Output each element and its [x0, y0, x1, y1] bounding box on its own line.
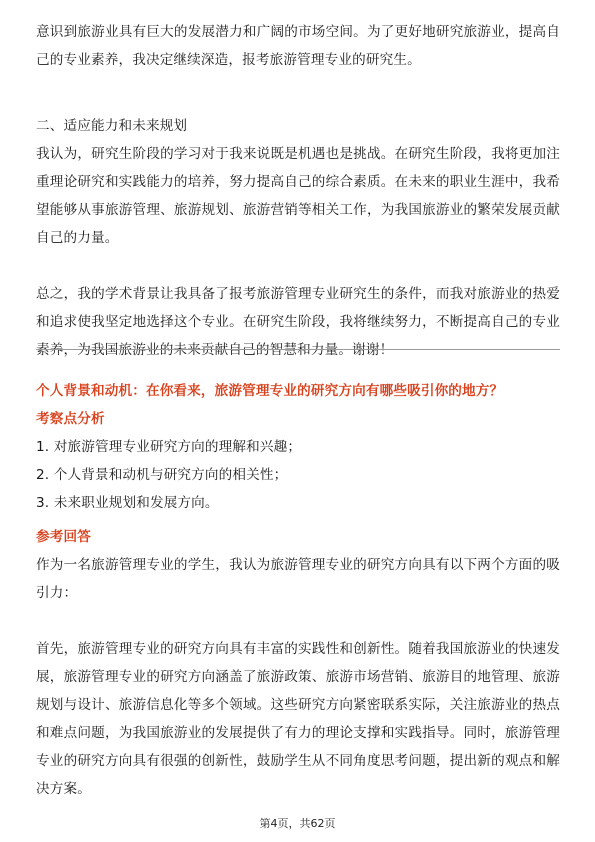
analysis-point-2: 2. 个人背景和动机与研究方向的相关性；	[36, 467, 288, 483]
section-divider	[36, 349, 560, 350]
question-title: 个人背景和动机：在你看来，旅游管理专业的研究方向有哪些吸引你的地方？	[36, 383, 504, 399]
section-heading-plan: 二、适应能力和未来规划	[36, 118, 188, 134]
answer-label: 参考回答	[36, 529, 91, 545]
document-page	[36, 0, 560, 803]
analysis-point-1: 1. 对旅游管理专业研究方向的理解和兴趣；	[36, 439, 302, 455]
plan-paragraph: 我认为，研究生阶段的学习对于我来说既是机遇也是挑战。在研究生阶段，我将更加注重理论研究和实践能力的培养，努力提高自己的综合素质。在未来的职业生涯中，我希望能够从事旅游管理、旅游规划、旅游营销等相关工作，为我国旅游业的繁荣发展贡献自己的力量。	[36, 146, 560, 246]
answer-intro-paragraph: 作为一名旅游管理专业的学生，我认为旅游管理专业的研究方向具有以下两个方面的吸引力：	[36, 557, 560, 601]
page-number: 第4页，共62页	[259, 817, 336, 830]
analysis-label: 考察点分析	[36, 411, 105, 427]
summary-paragraph: 总之，我的学术背景让我具备了报考旅游管理专业研究生的条件，而我对旅游业的热爱和追求使我坚定地选择这个专业。在研究生阶段，我将继续努力，不断提高自己的专业素养，为我国旅游业的未来贡献自己的智慧和力量。谢谢！	[36, 286, 560, 358]
intro-paragraph-end: 意识到旅游业具有巨大的发展潜力和广阔的市场空间。为了更好地研究旅游业，提高自己的专业素养，我决定继续深造，报考旅游管理专业的研究生。	[36, 24, 560, 68]
answer-first-paragraph: 首先，旅游管理专业的研究方向具有丰富的实践性和创新性。随着我国旅游业的快速发展，旅游管理专业的研究方向涵盖了旅游政策、旅游市场营销、旅游目的地管理、旅游规划与设计、旅游信息化等多个领域。这些研究方向紧密联系实际，关注旅游业的热点和难点问题，为我国旅游业的发展提供了有力的理论支撑和实践指导。同时，旅游管理专业的研究方向具有很强的创新性，鼓励学生从不同角度思考问题，提出新的观点和解决方案。	[36, 641, 560, 797]
analysis-point-3: 3. 未来职业规划和发展方向。	[36, 495, 219, 511]
